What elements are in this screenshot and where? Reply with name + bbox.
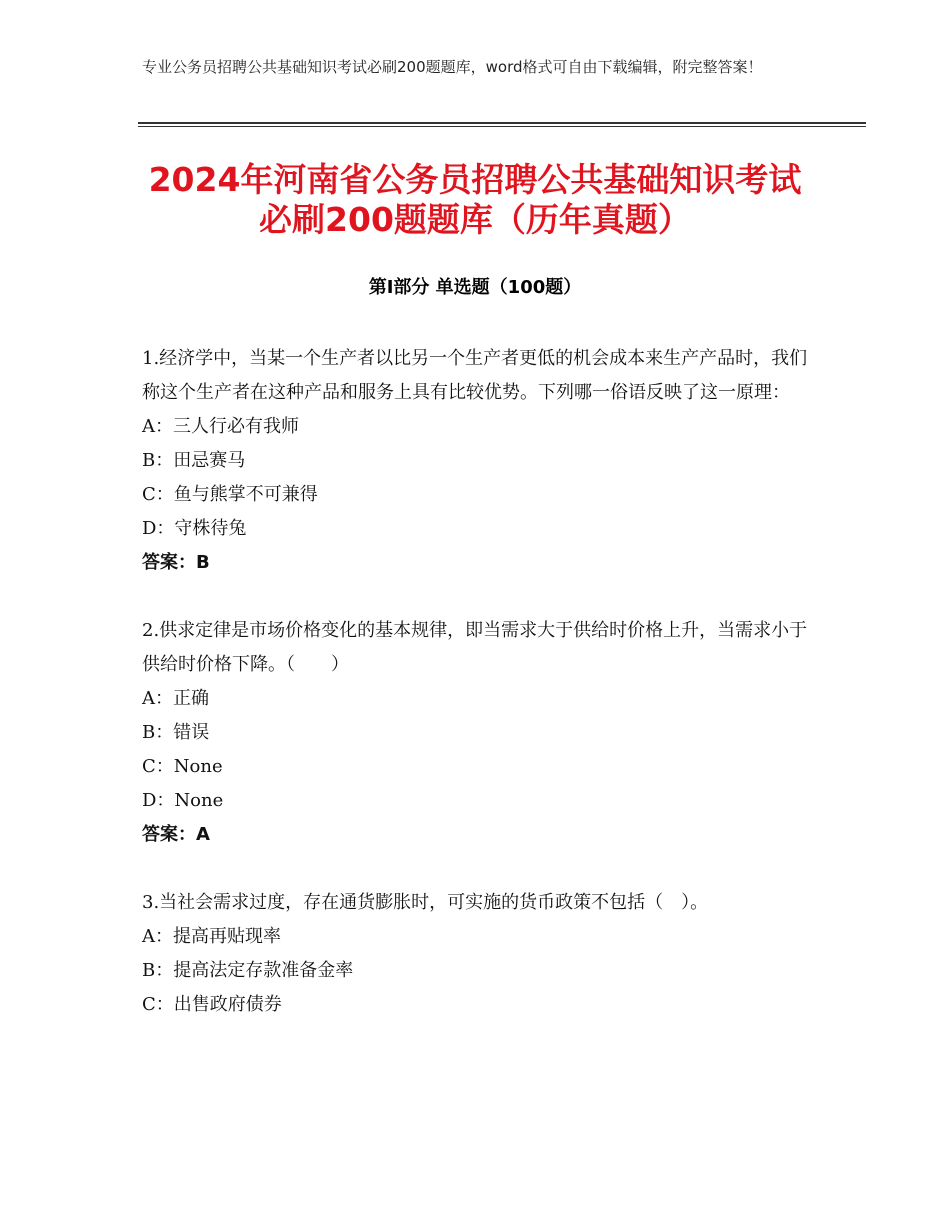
option-c: C：鱼与熊掌不可兼得 [142,484,318,505]
option-a: A：正确 [142,688,209,709]
option-b: B：田忌赛马 [142,450,246,471]
title-line-2: 必刷200题题库（历年真题） [259,200,691,239]
question-text: 3.当社会需求过度，存在通货膨胀时，可实施的货币政策不包括（ ）。 [142,892,709,913]
header-note: 专业公务员招聘公共基础知识考试必刷200题题库，word格式可自由下载编辑，附完整答案！ [142,58,763,76]
question-text: 1.经济学中，当某一个生产者以比另一个生产者更低的机会成本来生产产品时，我们称这个生产者在这种产品和服务上具有比较优势。下列哪一俗语反映了这一原理： [142,348,808,403]
option-b: B：提高法定存款准备金率 [142,960,354,981]
question-list [142,342,812,1022]
header-rule-thin [138,126,866,127]
question-text: 2.供求定律是市场价格变化的基本规律，即当需求大于供给时价格上升，当需求小于供给时价格下降。（ ） [142,620,808,675]
question-spacer [142,852,812,886]
question-2 [142,614,812,852]
option-b: B：错误 [142,722,210,743]
answer: 答案：A [142,824,210,845]
option-a: A：三人行必有我师 [142,416,299,437]
header-rule-thick [138,122,866,124]
option-c: C：None [142,756,223,777]
question-3 [142,886,812,1022]
option-d: D：None [142,790,224,811]
title-line-1: 2024年河南省公务员招聘公共基础知识考试 [148,160,802,199]
answer: 答案：B [142,552,210,573]
question-spacer [142,580,812,614]
option-d: D：守株待兔 [142,518,247,539]
question-1 [142,342,812,580]
document-title [60,160,890,240]
section-heading: 第Ⅰ部分 单选题（100题） [368,277,582,298]
option-a: A：提高再贴现率 [142,926,281,947]
option-c: C：出售政府债券 [142,994,282,1015]
